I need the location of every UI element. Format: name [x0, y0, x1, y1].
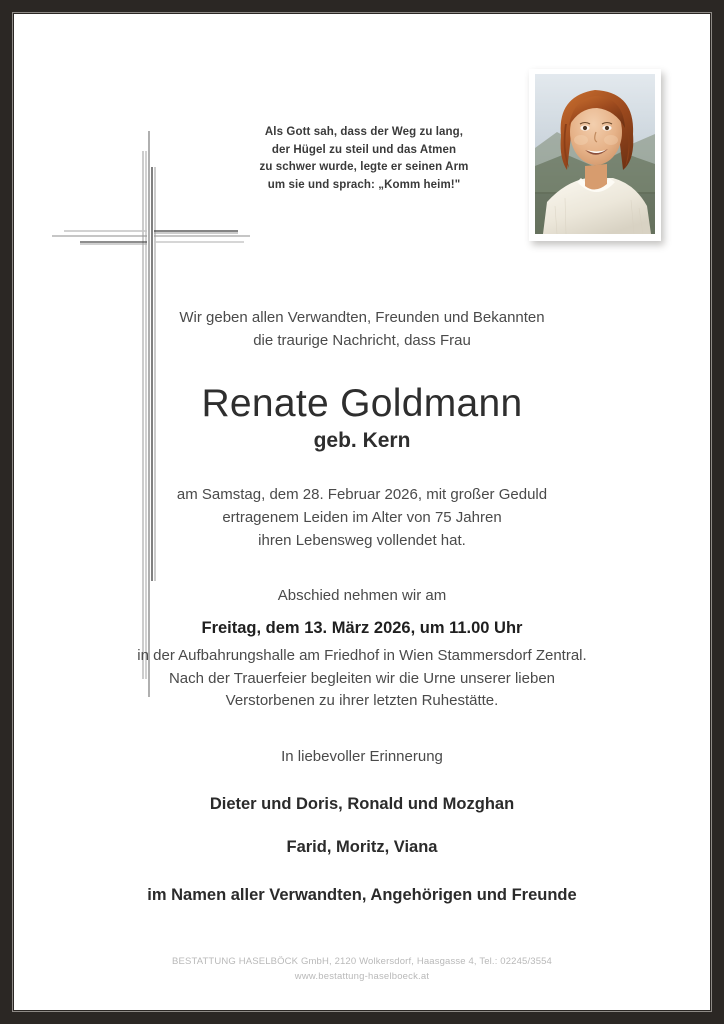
deceased-name: Renate Goldmann: [201, 382, 523, 425]
deceased-maiden-name: geb. Kern: [313, 429, 411, 452]
memorial-verse: [204, 124, 524, 194]
farewell-intro: Abschied nehmen wir am: [277, 587, 447, 604]
family-line-1: Dieter und Doris, Ronald und Mozghan: [209, 794, 515, 813]
memorial-card-page: [14, 14, 710, 1010]
death-info: [110, 483, 614, 552]
portrait-photo: [535, 74, 655, 234]
footer-company: BESTATTUNG HASELBÖCK GmbH, 2120 Wolkersdorf, Haasgasse 4, Tel.: 02245/3554: [171, 956, 552, 967]
verse-line-2: der Hügel zu steil und das Atmen: [271, 143, 457, 156]
verse-line-1: Als Gott sah, dass der Weg zu lang,: [264, 126, 464, 138]
deceased-name-block: [110, 383, 614, 455]
death-info-line-3: ihren Lebensweg vollendet hat.: [258, 532, 466, 549]
family-line-3: im Namen aller Verwandten, Angehörigen und Freunde: [147, 885, 577, 904]
portrait-image: [535, 74, 655, 234]
death-info-line-1: am Samstag, dem 28. Februar 2026, mit großer Geduld: [176, 486, 548, 503]
farewell-place-line-1: in der Aufbahrungshalle am Friedhof in Wien Stammersdorf Zentral.: [137, 647, 587, 664]
family-line-2: Farid, Moritz, Viana: [286, 837, 438, 856]
footer-website: www.bestattung-haselboeck.at: [294, 971, 430, 982]
announcement-text: [110, 306, 614, 352]
announcement-line-2: die traurige Nachricht, dass Frau: [253, 332, 471, 349]
portrait-frame: [529, 69, 661, 241]
farewell-place: [110, 645, 614, 713]
announcement-line-1: Wir geben allen Verwandten, Freunden und Bekannten: [179, 309, 545, 326]
farewell-date: Freitag, dem 13. März 2026, um 11.00 Uhr: [201, 619, 523, 637]
footer: [62, 954, 662, 984]
verse-line-4: um sie und sprach: „Komm heim!": [267, 178, 461, 191]
memorial-body: [110, 306, 614, 907]
farewell-place-line-2: Nach der Trauerfeier begleiten wir die Urne unserer lieben: [168, 669, 556, 687]
verse-line-3: zu schwer wurde, legte er seinen Arm: [259, 161, 469, 173]
farewell-place-line-3: Verstorbenen zu ihrer letzten Ruhestätte.: [225, 692, 499, 709]
death-info-line-2: ertragenem Leiden im Alter von 75 Jahren: [222, 509, 502, 526]
remembrance-heading: In liebevoller Erinnerung: [281, 747, 443, 765]
